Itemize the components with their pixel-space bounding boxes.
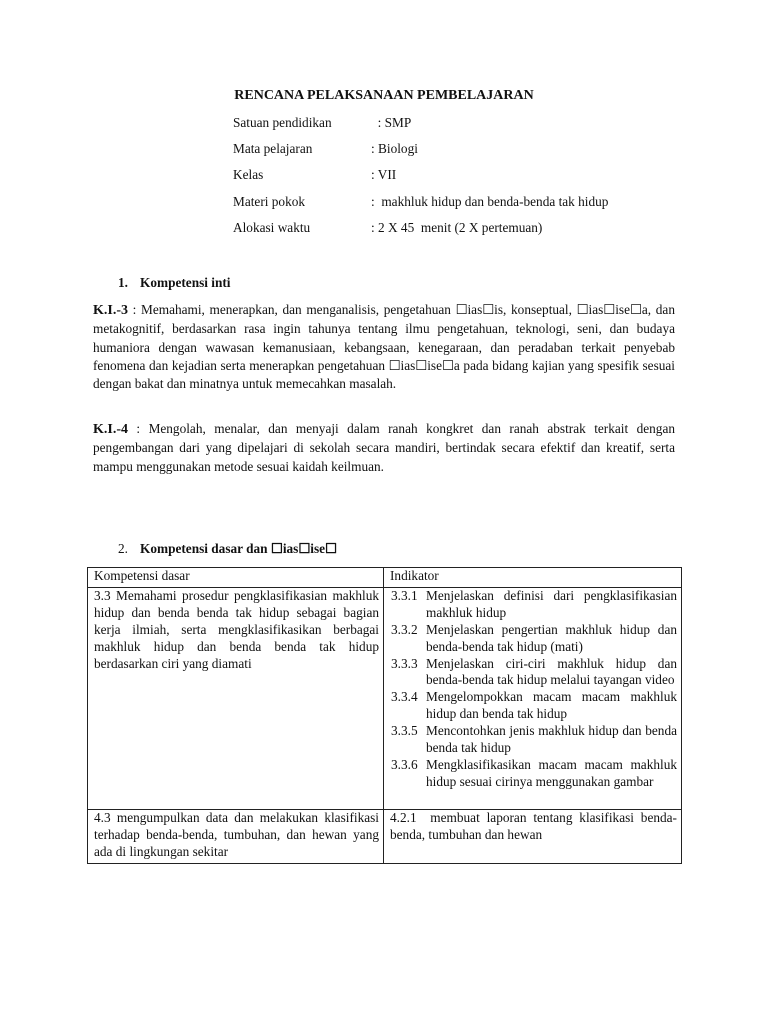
indicator-text: Mengelompokkan macam macam makhluk hidup dan benda tak hidup (426, 689, 677, 722)
indicator-item (386, 723, 677, 757)
indicator-item (386, 757, 677, 791)
indicator-text: 4.2.1 membuat laporan tentang klasifikasi benda-benda, tumbuhan dan hewan (390, 809, 677, 842)
identity-label: Mata pelajaran (233, 141, 313, 157)
basic-competence-cell (88, 809, 384, 863)
basic-competence-text: 3.3 Memahami prosedur pengklasifikasian makhluk hidup dan benda benda tak hidup sebagai bagian kerja ilmiah, serta mengklasifikasikan berbagai makhluk hidup dan benda benda tak hidup berdasarkan ciri yang diamati (94, 587, 379, 671)
ki3-text: : Memahami, menerapkan, dan menganalisis, pengetahuan ☐ias☐is, konseptual, ☐ias☐ise☐a, dan metakognitif, berdasarkan rasa ingin tahunya tentang ilmu pengetahuan, teknologi, seni, dan budaya humaniora dengan wawasan kemanusiaan, kebangsaan, kenegaraan, dan peradaban terkait penyebab fenomena dan kejadian serta menerapkan pengetahuan ☐ias☐ise☐a pada bidang kajian yang spesifik sesuai dengan bakat dan minatnya untuk memecahkan masalah. (93, 302, 679, 392)
ki4-paragraph (93, 420, 679, 476)
section-title: Kompetensi dasar dan ☐ias☐ise☐ (140, 541, 337, 556)
identity-row-class (233, 166, 608, 192)
ki3-paragraph (93, 301, 679, 393)
indicator-text: Menjelaskan definisi dari pengklasifikasian makhluk hidup (426, 587, 677, 620)
indicator-cell (384, 809, 682, 863)
competence-table (87, 567, 682, 864)
indicator-text: Mencontohkan jenis makhluk hidup dan benda benda tak hidup (426, 723, 677, 756)
identity-value: : VII (371, 167, 397, 183)
section-number: 1. (118, 275, 128, 290)
identity-value: : makhluk hidup dan benda-benda tak hidup (371, 193, 609, 209)
identity-label: Satuan pendidikan (233, 115, 332, 130)
identity-row-time (233, 219, 608, 245)
identity-row-topic (233, 193, 608, 219)
ki4-label: K.I.-4 (93, 422, 128, 437)
header-basic-competence: Kompetensi dasar (88, 568, 384, 588)
identity-block (233, 114, 608, 245)
indicator-number: 3.3.3 (391, 655, 418, 671)
identity-label: Kelas (233, 167, 264, 183)
indicator-text: Mengklasifikasikan macam macam makhluk hidup sesuai cirinya menggunakan gambar (426, 756, 677, 789)
basic-competence-text: 4.3 mengumpulkan data dan melakukan klasifikasi terhadap benda-benda, tumbuhan, dan hewan yang ada di lingkungan sekitar (94, 809, 379, 859)
indicator-number: 3.3.5 (391, 723, 418, 739)
indicator-item (386, 588, 677, 622)
indicator-cell (384, 587, 682, 809)
indicator-number: 3.3.6 (391, 756, 418, 772)
identity-label: Alokasi waktu (233, 219, 311, 235)
identity-label: Materi pokok (233, 193, 306, 209)
basic-competence-cell (88, 587, 384, 809)
header-indicator: Indikator (384, 568, 682, 588)
section-number: 2. (118, 541, 128, 556)
table-header-row (88, 568, 682, 588)
ki4-text: : Mengolah, menalar, dan menyaji dalam ranah kongkret dan ranah abstrak terkait dengan pengembangan dari yang dipelajari di sekolah secara mandiri, bertindak secara efektif dan kreatif, serta mampu menggunakan metode sesuai kaidah keilmuan. (93, 421, 679, 474)
document-title: RENCANA PELAKSANAAN PEMBELAJARAN (234, 88, 534, 103)
identity-row-subject (233, 140, 608, 166)
ki3-label: K.I.-3 (93, 303, 128, 318)
section-title: Kompetensi inti (140, 275, 231, 290)
indicator-item (386, 622, 677, 656)
indicator-item (386, 689, 677, 723)
indicator-text: Menjelaskan ciri-ciri makhluk hidup dan benda-benda tak hidup melalui tayangan video (426, 655, 677, 688)
section-heading-core-competence (118, 274, 231, 291)
table-row (88, 809, 682, 863)
identity-row-school (233, 114, 608, 140)
identity-value: : SMP (371, 115, 412, 130)
indicator-text: Menjelaskan pengertian makhluk hidup dan benda-benda tak hidup (mati) (426, 621, 677, 654)
indicator-number: 3.3.4 (391, 689, 418, 705)
identity-value: : Biologi (371, 141, 418, 157)
identity-value: : 2 X 45 menit (2 X pertemuan) (371, 219, 543, 235)
section-heading-basic-competence (118, 540, 337, 557)
indicator-item (386, 656, 677, 690)
indicator-number: 3.3.1 (391, 587, 418, 603)
indicator-number: 3.3.2 (391, 621, 418, 637)
table-row (88, 587, 682, 809)
